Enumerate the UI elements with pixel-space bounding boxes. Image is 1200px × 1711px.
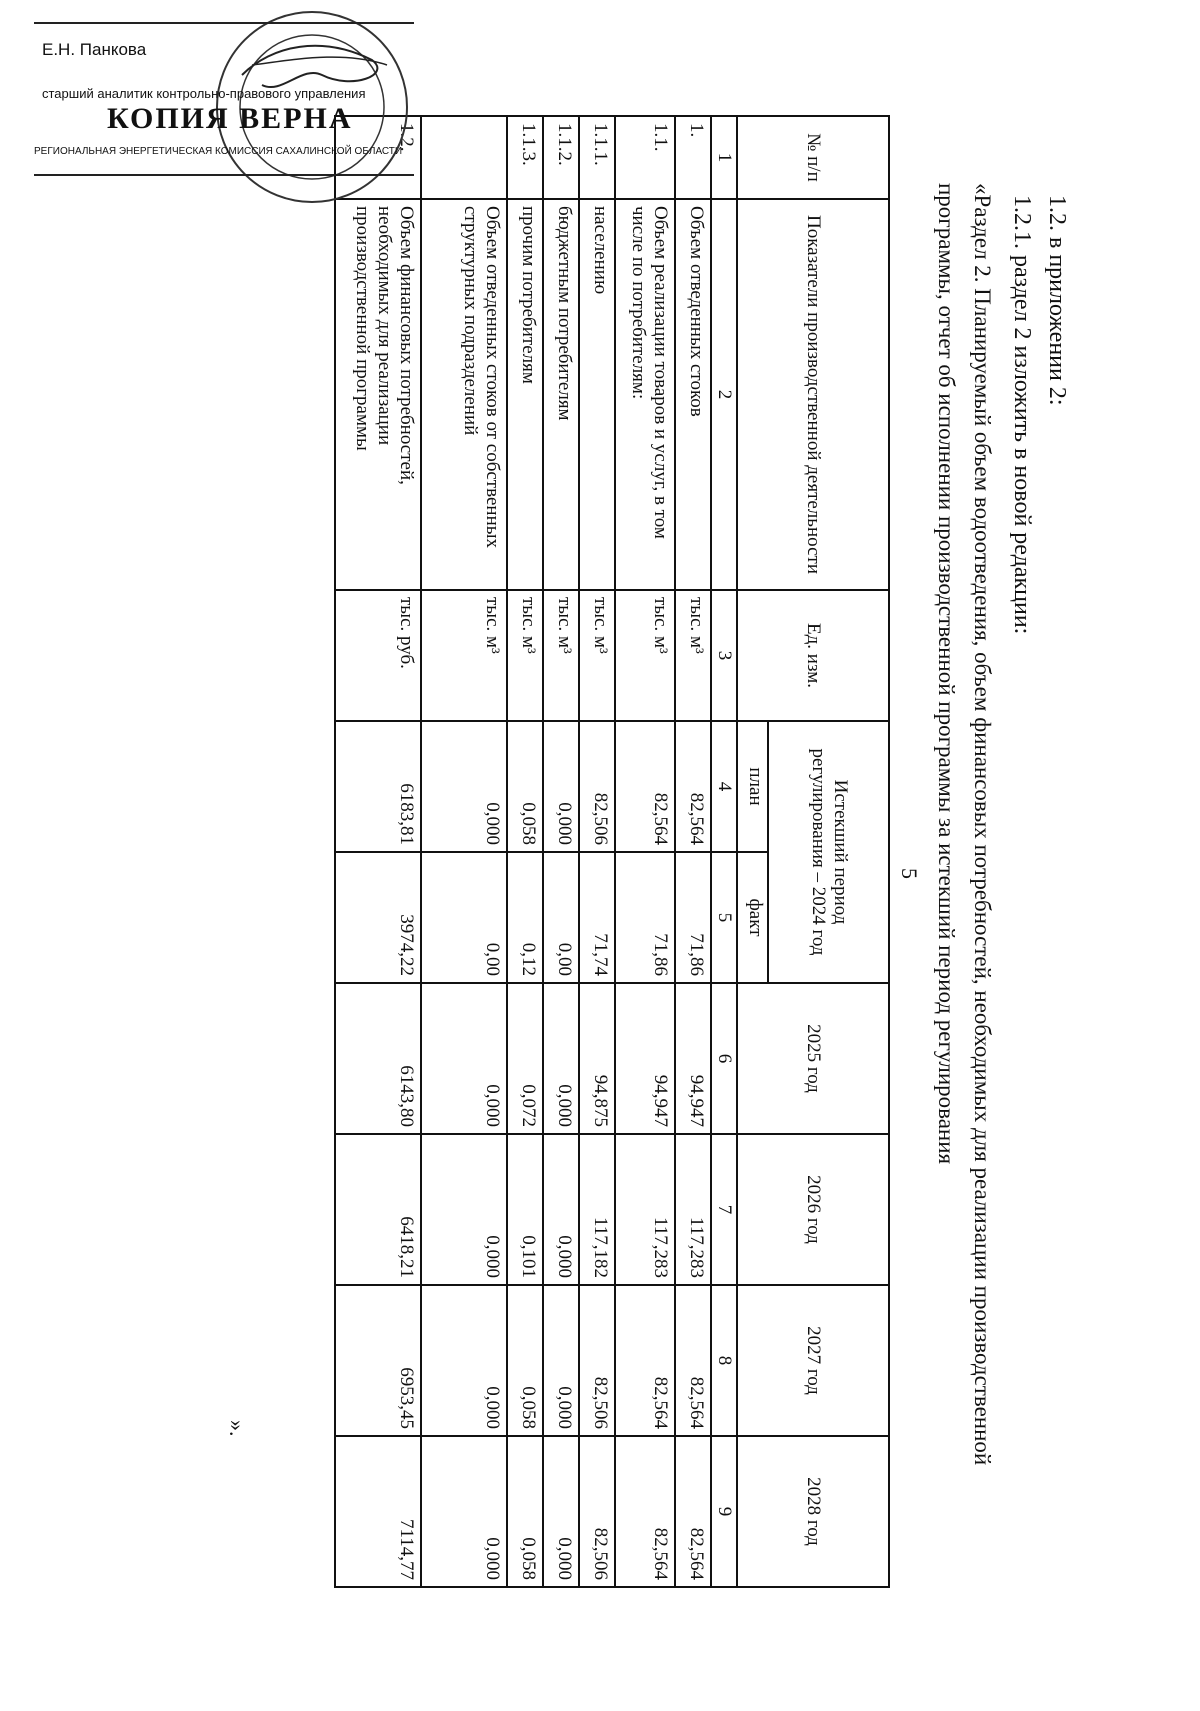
row-fact: 3974,22 — [335, 852, 421, 983]
row-unit: тыс. м³ — [615, 590, 675, 721]
stamp-organization: РЕГИОНАЛЬНАЯ ЭНЕРГЕТИЧЕСКАЯ КОМИССИЯ САХАЛИНСКОЙ ОБЛАСТИ — [34, 146, 403, 157]
row-num: 1. — [675, 116, 711, 199]
row-2028: 82,564 — [615, 1436, 675, 1587]
table-row — [421, 116, 507, 1587]
table-row — [675, 116, 711, 1587]
stamp-signer-position: старший аналитик контрольно-правового управления — [42, 86, 366, 101]
row-plan: 6183,81 — [335, 721, 421, 852]
row-fact: 0,00 — [421, 852, 507, 983]
row-2025: 6143,80 — [335, 983, 421, 1134]
closing-quote: ». — [225, 1420, 250, 1437]
row-2026: 0,000 — [421, 1134, 507, 1285]
table-row — [335, 116, 421, 1587]
stamp-copy-verified: КОПИЯ ВЕРНА — [107, 102, 353, 135]
row-unit: тыс. м³ — [543, 590, 579, 721]
header-past-period: Истекший период регулирования – 2024 год — [768, 721, 889, 983]
row-2025: 0,072 — [507, 983, 543, 1134]
row-name: прочим потребителям — [507, 199, 543, 590]
row-fact: 71,86 — [675, 852, 711, 983]
row-plan: 0,000 — [543, 721, 579, 852]
column-index: 2 — [711, 199, 737, 590]
row-2028: 7114,77 — [335, 1436, 421, 1587]
row-2027: 82,506 — [579, 1285, 615, 1436]
row-plan: 0,058 — [507, 721, 543, 852]
row-2027: 82,564 — [675, 1285, 711, 1436]
row-2025: 0,000 — [543, 983, 579, 1134]
column-index: 8 — [711, 1285, 737, 1436]
row-2025: 94,875 — [579, 983, 615, 1134]
column-index-row — [711, 116, 737, 1587]
row-2027: 82,564 — [615, 1285, 675, 1436]
row-2025: 94,947 — [615, 983, 675, 1134]
row-name: Объем отведенных стоков — [675, 199, 711, 590]
table-row — [615, 116, 675, 1587]
row-unit: тыс. м³ — [421, 590, 507, 721]
row-unit: тыс. м³ — [507, 590, 543, 721]
row-2028: 82,506 — [579, 1436, 615, 1587]
row-num: 1.1.2. — [543, 116, 579, 199]
row-2026: 117,182 — [579, 1134, 615, 1285]
row-plan: 82,564 — [675, 721, 711, 852]
page-number: 5 — [897, 868, 922, 879]
table-row — [543, 116, 579, 1587]
row-fact: 71,74 — [579, 852, 615, 983]
row-name: Объем финансовых потребностей, необходимых для реализации производственной программы — [335, 199, 421, 590]
header-2028: 2028 год — [737, 1436, 889, 1587]
header-fact: факт — [737, 852, 768, 983]
column-index: 1 — [711, 116, 737, 199]
row-2027: 0,000 — [543, 1285, 579, 1436]
header-indicator: Показатели производственной деятельности — [737, 199, 889, 590]
row-2028: 82,564 — [675, 1436, 711, 1587]
row-2027: 6953,45 — [335, 1285, 421, 1436]
header-2027: 2027 год — [737, 1285, 889, 1436]
row-num: 1.2. — [335, 116, 421, 199]
header-num: № п/п — [737, 116, 889, 199]
row-unit: тыс. м³ — [579, 590, 615, 721]
row-2028: 0,000 — [543, 1436, 579, 1587]
row-name: бюджетным потребителям — [543, 199, 579, 590]
table-row — [579, 116, 615, 1587]
production-table — [334, 115, 890, 1588]
table-row — [507, 116, 543, 1587]
row-name: Объем реализации товаров и услуг, в том числе по потребителям: — [615, 199, 675, 590]
header-2025: 2025 год — [737, 983, 889, 1134]
column-index: 6 — [711, 983, 737, 1134]
row-unit: тыс. руб. — [335, 590, 421, 721]
row-2027: 0,058 — [507, 1285, 543, 1436]
header-2026: 2026 год — [737, 1134, 889, 1285]
column-index: 3 — [711, 590, 737, 721]
column-index: 4 — [711, 721, 737, 852]
column-index: 7 — [711, 1134, 737, 1285]
stamp-signer-name: Е.Н. Панкова — [42, 40, 147, 59]
row-2026: 6418,21 — [335, 1134, 421, 1285]
row-fact: 71,86 — [615, 852, 675, 983]
row-num: 1.1.1. — [579, 116, 615, 199]
header-plan: план — [737, 721, 768, 852]
row-num: 1.1. — [615, 116, 675, 199]
row-2027: 0,000 — [421, 1285, 507, 1436]
row-2026: 0,000 — [543, 1134, 579, 1285]
column-index: 5 — [711, 852, 737, 983]
row-plan: 0,000 — [421, 721, 507, 852]
row-plan: 82,506 — [579, 721, 615, 852]
subheading: 1.2.1. раздел 2 изложить в новой редакции: — [1009, 195, 1035, 635]
row-plan: 82,564 — [615, 721, 675, 852]
row-2026: 117,283 — [615, 1134, 675, 1285]
row-name: населению — [579, 199, 615, 590]
header-unit: Ед. изм. — [737, 590, 889, 721]
row-fact: 0,00 — [543, 852, 579, 983]
row-fact: 0,12 — [507, 852, 543, 983]
row-2028: 0,058 — [507, 1436, 543, 1587]
row-name: Объем отведенных стоков от собственных структурных подразделений — [421, 199, 507, 590]
section-title: «Раздел 2. Планируемый объем водоотведения, объем финансовых потребностей, необходимых для реализации производственной программы, отчет об исполнении производственной программы за истекший период регулирования — [934, 183, 995, 1466]
row-2026: 0,101 — [507, 1134, 543, 1285]
row-2026: 117,283 — [675, 1134, 711, 1285]
row-num — [421, 116, 507, 199]
row-2025: 0,000 — [421, 983, 507, 1134]
column-index: 9 — [711, 1436, 737, 1587]
row-2028: 0,000 — [421, 1436, 507, 1587]
row-num: 1.1.3. — [507, 116, 543, 199]
heading: 1.2. в приложении 2: — [1044, 195, 1070, 406]
certification-stamp — [22, 0, 422, 205]
row-2025: 94,947 — [675, 983, 711, 1134]
row-unit: тыс. м³ — [675, 590, 711, 721]
